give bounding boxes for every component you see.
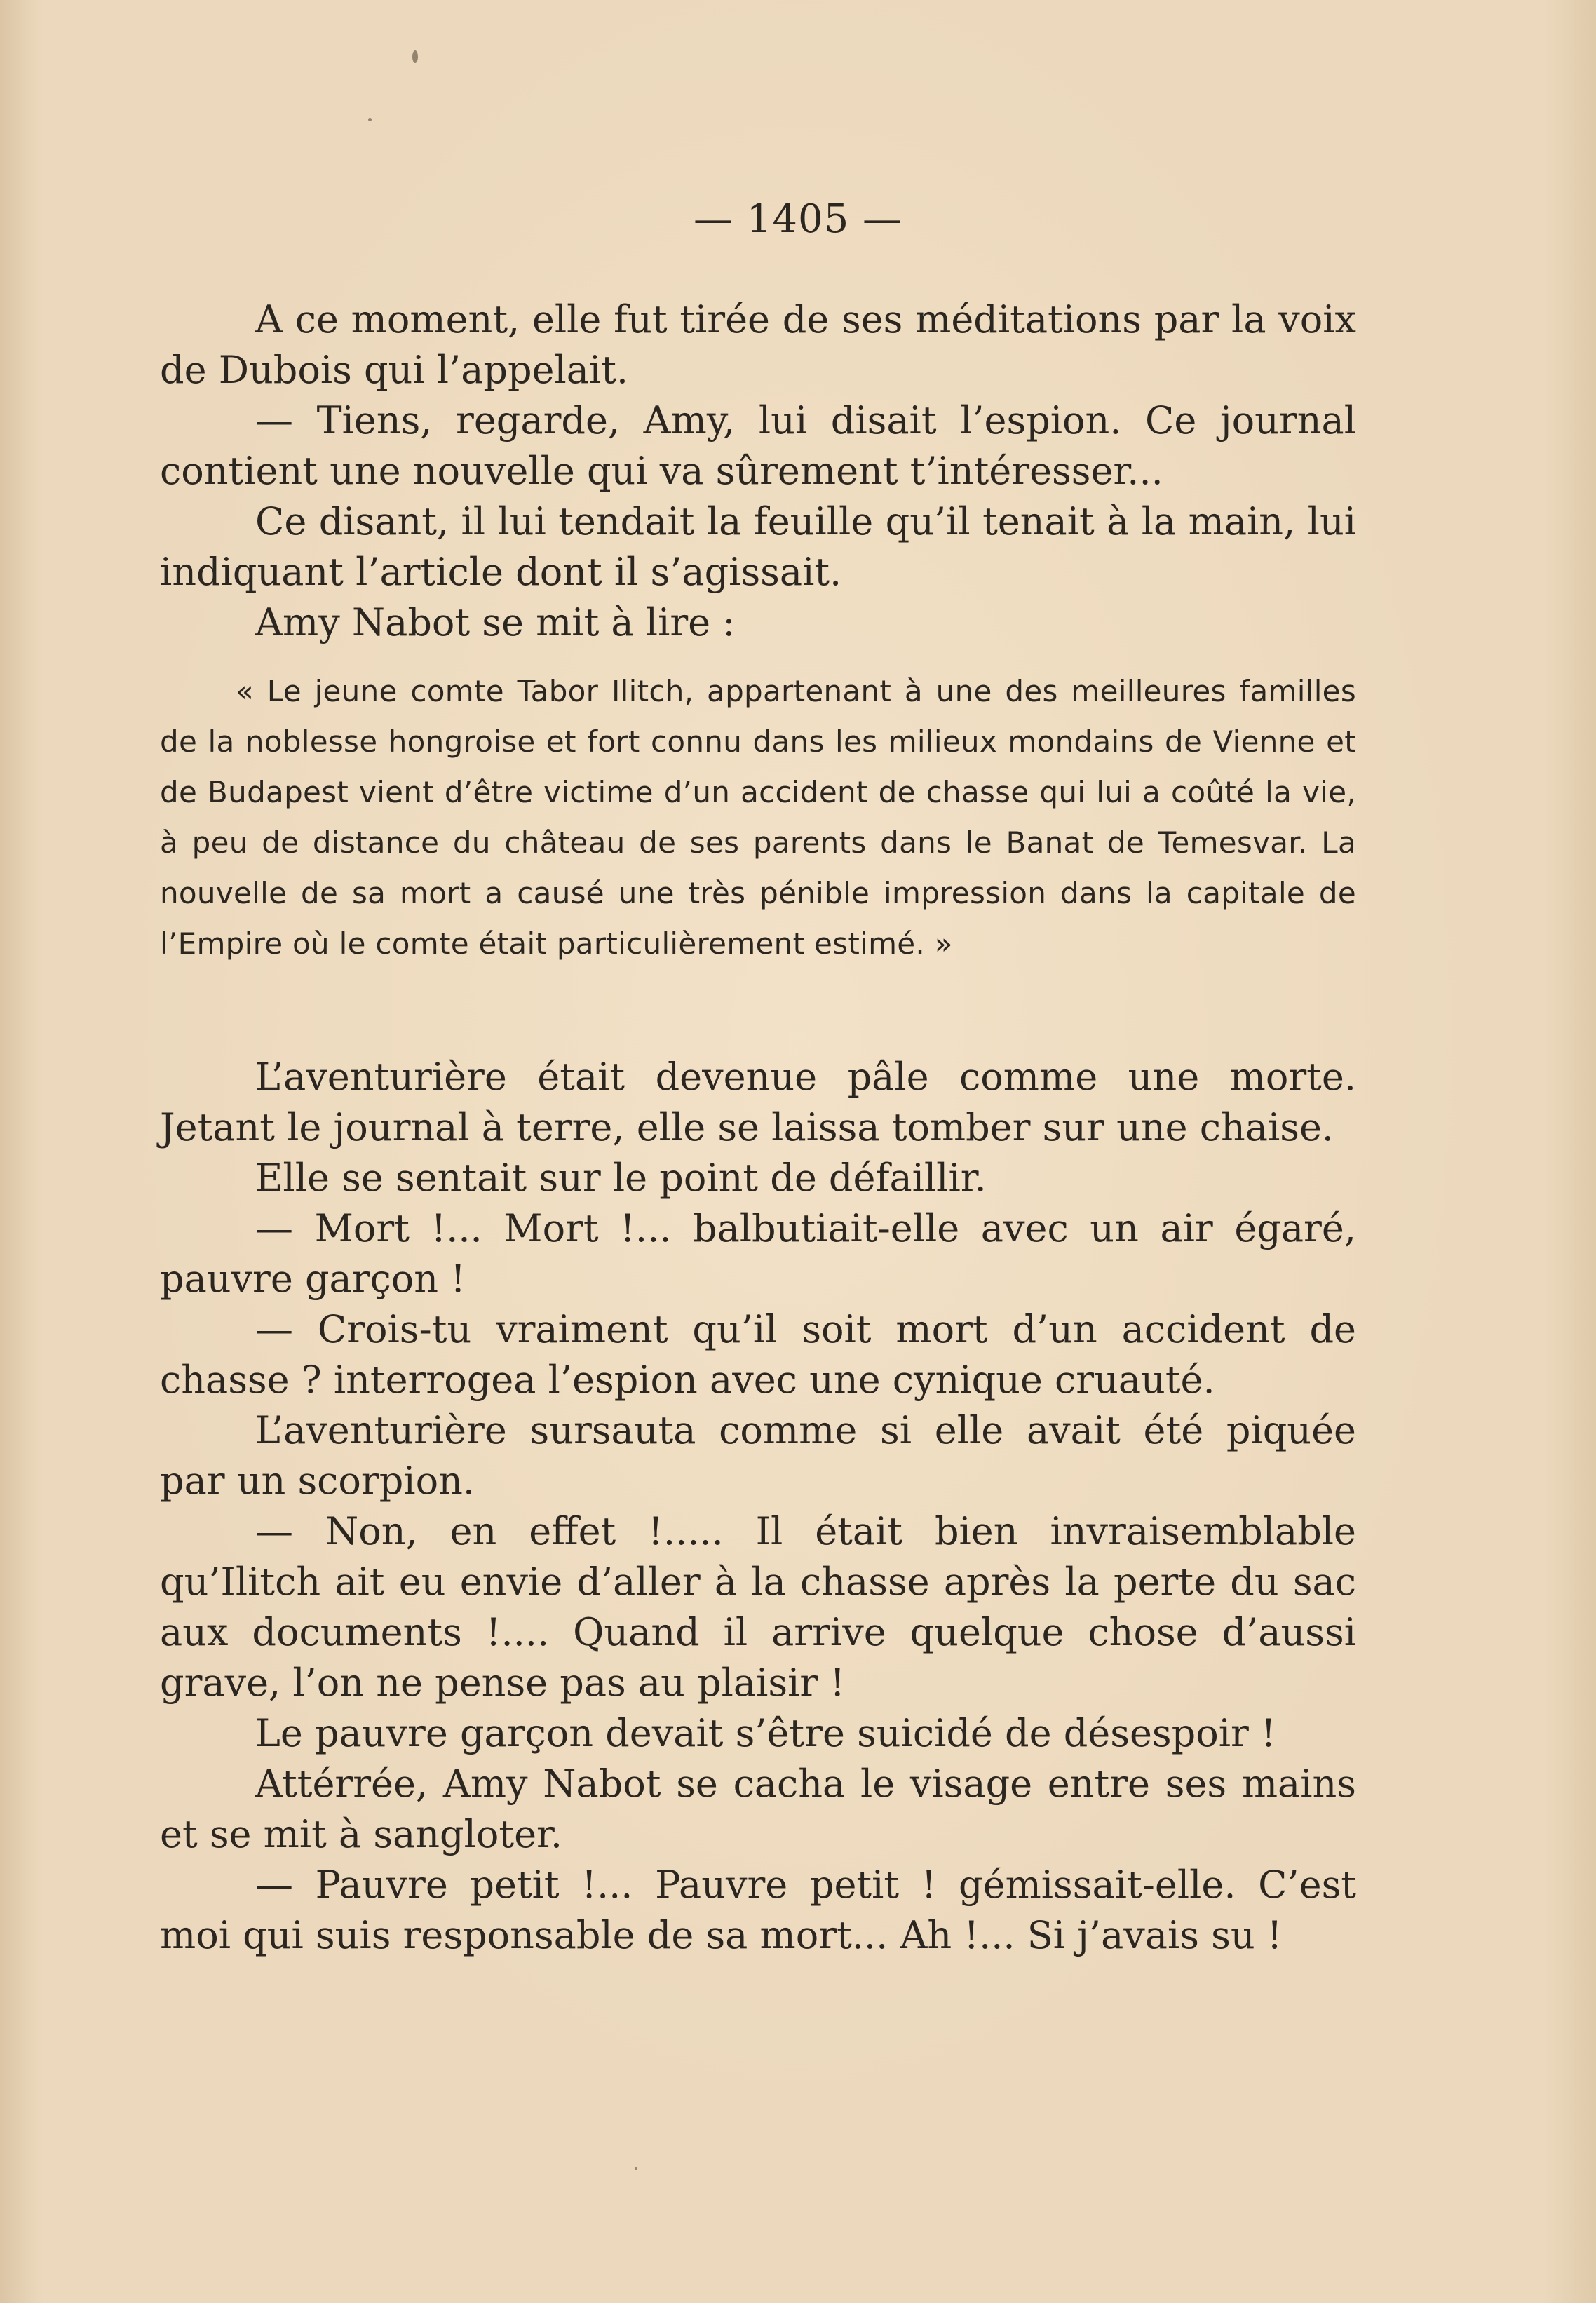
paragraph: — Non, en effet !..... Il était bien invraisemblable qu’Ilitch ait eu envie d’aller à la chasse après la perte du sac aux documents !.... Quand il arrive quelque chose d’aussi grave, l’on ne pense pas au plaisir ! [160, 1509, 1356, 1705]
text-block-after-quote [160, 1052, 1356, 1961]
paragraph: Attérrée, Amy Nabot se cacha le visage entre ses mains et se mit à sangloter. [160, 1762, 1356, 1856]
paragraph: Le pauvre garçon devait s’être suicidé de désespoir ! [255, 1711, 1276, 1755]
paragraph: A ce moment, elle fut tirée de ses méditations par la voix de Dubois qui l’appelait. [160, 297, 1356, 392]
page-number: — 1405 — [693, 196, 903, 242]
paragraph: — Crois-tu vraiment qu’il soit mort d’un accident de chasse ? interrogea l’espion avec une cynique cruauté. [160, 1307, 1356, 1402]
text-block-before-quote [160, 295, 1356, 648]
quote-text: « Le jeune comte Tabor Ilitch, appartenant à une des meilleures familles de la noblesse hongroise et fort connu dans les milieux mondains de Vienne et de Budapest vient d’être victime d’un accident de chasse qui lui a coûté la vie, à peu de distance du château de ses parents dans le Banat de Temesvar. La nouvelle de sa mort a causé une très pénible impression dans la capitale de l’Empire où le comte était particulièrement estimé. » [160, 674, 1356, 961]
paragraph: Elle se sentait sur le point de défaillir. [255, 1156, 987, 1200]
paragraph: — Pauvre petit !... Pauvre petit ! gémissait-elle. C’est moi qui suis responsable de sa mort... Ah !... Si j’avais su ! [160, 1863, 1356, 1957]
paragraph: Ce disant, il lui tendait la feuille qu’il tenait à la main, lui indiquant l’article dont il s’agissait. [160, 499, 1356, 594]
paper-speck [635, 2167, 637, 2170]
paragraph: — Tiens, regarde, Amy, lui disait l’espion. Ce journal contient une nouvelle qui va sûrement t’intéresser... [160, 398, 1356, 493]
paragraph: L’aventurière était devenue pâle comme une morte. Jetant le journal à terre, elle se laissa tomber sur une chaise. [160, 1055, 1356, 1149]
paragraph: L’aventurière sursauta comme si elle avait été piquée par un scorpion. [160, 1408, 1356, 1503]
newspaper-quote [160, 666, 1356, 969]
paper-speck [412, 50, 418, 63]
paper-speck [368, 118, 372, 121]
paragraph: Amy Nabot se mit à lire : [255, 600, 736, 644]
paragraph: — Mort !... Mort !... balbutiait-elle avec un air égaré, pauvre garçon ! [160, 1206, 1356, 1301]
